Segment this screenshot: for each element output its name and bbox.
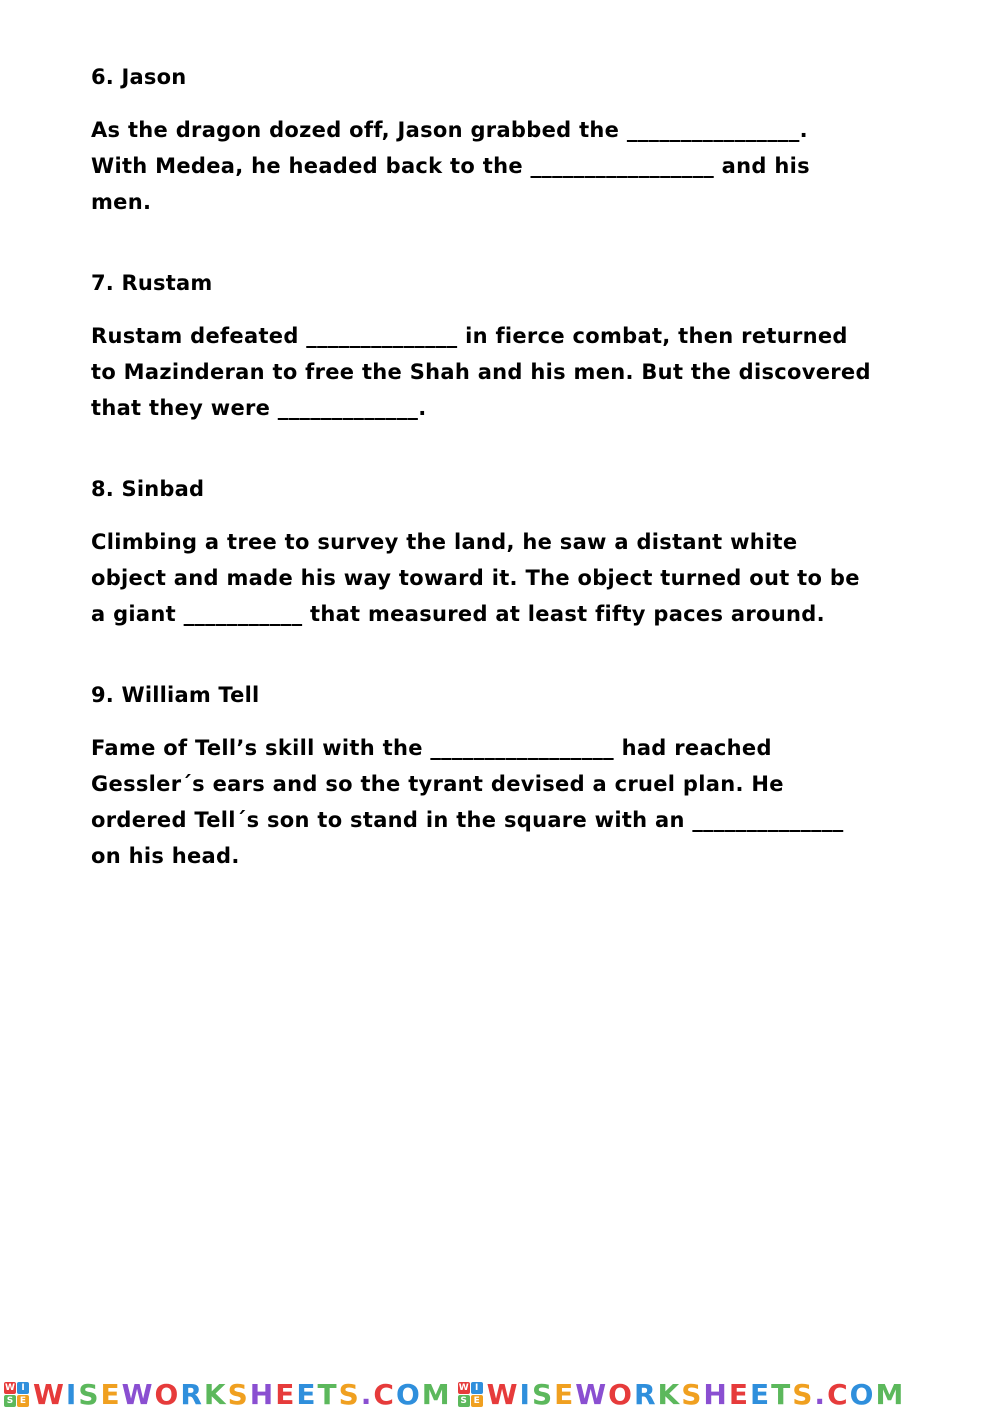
logo-tile: I [17,1382,29,1394]
section-jason [91,62,941,220]
brand-letter: S [227,1377,250,1411]
brand-letter: S [681,1377,704,1411]
brand-text [487,1378,906,1412]
brand-letter: W [575,1377,609,1411]
logo-tile: E [17,1395,29,1407]
brand-letter: E [728,1377,750,1411]
brand-letter: H [249,1377,276,1411]
brand-letter: W [121,1377,155,1411]
brand-mark [4,1378,452,1412]
brand-letter: O [849,1377,876,1411]
text-line: With Medea, he headed back to the _________________ and his [91,154,810,178]
section-body [91,730,941,874]
brand-letter: . [360,1377,374,1411]
brand-letter: R [180,1377,204,1411]
text-line: As the dragon dozed off, Jason grabbed the ________________. [91,118,808,142]
logo-tile: S [458,1395,470,1407]
section-body [91,112,941,220]
section-heading: 8. Sinbad [91,477,205,501]
brand-letter: W [33,1377,66,1411]
logo-tile: S [4,1395,16,1407]
section-rustam [91,268,941,426]
brand-letter: S [792,1377,815,1411]
brand-letter: M [875,1377,906,1411]
section-heading: 9. William Tell [91,683,260,707]
brand-letter: C [373,1377,396,1411]
brand-letter: O [395,1377,422,1411]
brand-letter: O [154,1377,181,1411]
brand-letter: O [608,1377,634,1411]
brand-text [33,1378,452,1412]
brand-letter: M [421,1377,452,1411]
brand-letter: E [100,1377,122,1411]
brand-letter: I [65,1377,79,1411]
brand-letter: H [703,1377,729,1411]
logo-tile: E [471,1395,483,1407]
brand-letter: . [814,1377,828,1411]
worksheet [91,62,941,922]
brand-letter: S [338,1377,361,1411]
brand-letter: K [203,1377,228,1411]
text-line: on his head. [91,844,240,868]
footer-watermark [0,1376,1000,1413]
brand-letter: T [771,1377,793,1411]
brand-logo-icon [4,1382,29,1407]
brand-letter: R [633,1377,658,1411]
text-line: men. [91,190,152,214]
text-line: ordered Tell´s son to stand in the square with an ______________ [91,808,844,832]
text-line: Climbing a tree to survey the land, he saw a distant white [91,530,798,554]
brand-letter: W [486,1377,520,1411]
text-line: Rustam defeated ______________ in fierce combat, then returned [91,324,848,348]
brand-mark [458,1378,906,1412]
brand-letter: E [296,1377,318,1411]
section-heading: 7. Rustam [91,271,213,295]
logo-tile: W [458,1383,469,1393]
text-line: a giant ___________ that measured at least fifty paces around. [91,602,825,626]
text-line: to Mazinderan to free the Shah and his men. But the discovered [91,360,871,384]
text-line: that they were _____________. [91,396,427,420]
brand-letter: E [750,1377,772,1411]
brand-letter: K [657,1377,682,1411]
section-sinbad [91,474,941,632]
brand-letter: T [317,1377,339,1411]
section-body [91,524,941,632]
brand-letter: S [78,1377,101,1411]
text-line: Fame of Tell’s skill with the _________________ had reached [91,736,772,760]
brand-letter: C [827,1377,850,1411]
brand-letter: I [519,1377,532,1411]
logo-tile: W [5,1383,15,1393]
text-line: Gessler´s ears and so the tyrant devised a cruel plan. He [91,772,784,796]
section-body [91,318,941,426]
brand-letter: E [275,1377,297,1411]
logo-tile: I [471,1382,483,1394]
brand-logo-icon [458,1382,483,1407]
section-heading: 6. Jason [91,65,187,89]
text-line: object and made his way toward it. The object turned out to be [91,566,860,590]
section-william-tell [91,680,941,874]
brand-letter: E [554,1377,576,1411]
brand-letter: S [531,1377,555,1411]
